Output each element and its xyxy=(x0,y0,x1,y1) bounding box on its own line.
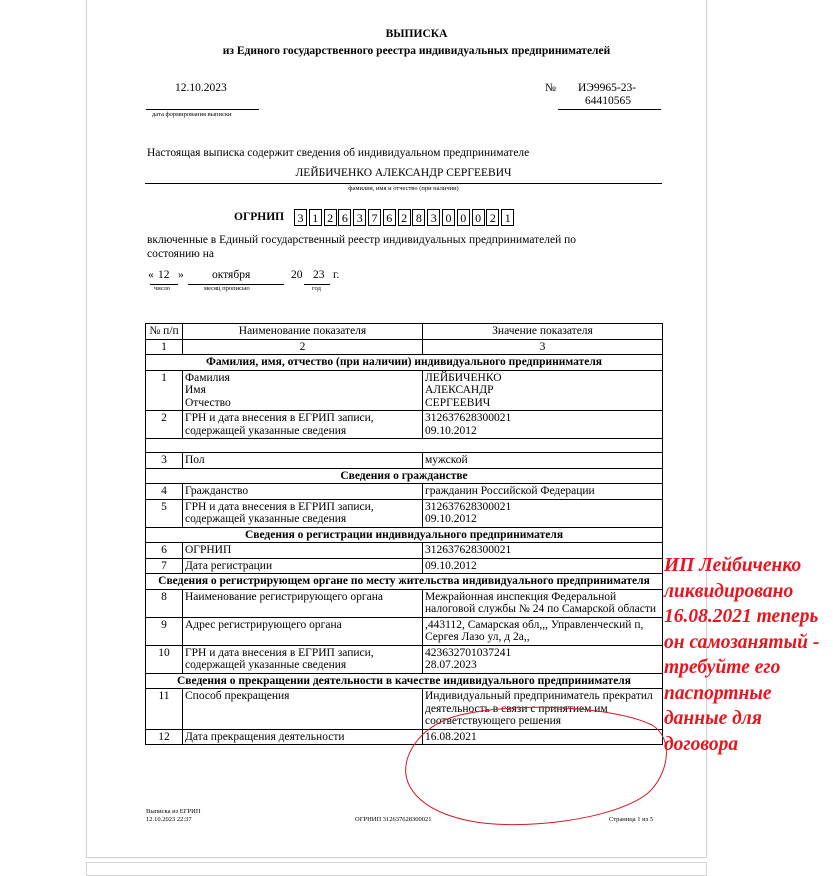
ogrnip-digit-box: 3 xyxy=(427,209,440,226)
table-section-row xyxy=(146,468,663,484)
row-number: 3 xyxy=(146,453,183,469)
row-number: 1 xyxy=(146,370,183,411)
table-header-cell: Значение показателя xyxy=(423,324,663,340)
register-table xyxy=(145,323,663,745)
footer-left-line2: 12.10.2023 22:37 xyxy=(146,816,192,823)
document-page-2-edge xyxy=(86,862,707,876)
day-caption: число xyxy=(154,285,171,292)
red-ellipse-mark xyxy=(400,705,668,827)
row-number: 12 xyxy=(146,729,183,745)
indicator-name: Наименование регистрирующего органа xyxy=(183,589,423,617)
table-row xyxy=(146,543,663,559)
empty-cell xyxy=(146,439,663,453)
table-header-row xyxy=(146,324,663,340)
section-title: Фамилия, имя, отчество (при наличии) индивидуального предпринимателя xyxy=(146,355,663,371)
table-header-cell: № п/п xyxy=(146,324,183,340)
ogrnip-digit-box: 6 xyxy=(383,209,396,226)
section-title: Сведения о регистрации индивидуального предпринимателя xyxy=(146,527,663,543)
ogrnip-digit-box: 8 xyxy=(412,209,425,226)
indicator-value: мужской xyxy=(423,453,663,469)
row-number: 10 xyxy=(146,645,183,673)
table-header-cell: Наименование показателя xyxy=(183,324,423,340)
ogrnip-digit-box: 2 xyxy=(398,209,411,226)
row-number: 2 xyxy=(146,411,183,439)
table-empty-row xyxy=(146,439,663,453)
table-row xyxy=(146,484,663,500)
document-subtitle: из Единого государственного реестра индивидуальных предпринимателей xyxy=(222,45,611,57)
row-number: 6 xyxy=(146,543,183,559)
ogrnip-digit-box: 2 xyxy=(324,209,337,226)
included-text-line1: включенные в Единый государственный реестр индивидуальных предпринимателей по xyxy=(147,234,577,246)
table-row xyxy=(146,499,663,527)
number-sign: № xyxy=(545,82,556,94)
indicator-value: ,443112, Самарская обл,,, Управленческий п, Сергея Лазо ул, д 2а,, xyxy=(423,617,663,645)
indicator-name: ГРН и дата внесения в ЕГРИП записи, содержащей указанные сведения xyxy=(183,499,423,527)
name-caption: фамилия, имя и отчество (при наличии) xyxy=(348,185,459,192)
intro-text: Настоящая выписка содержит сведения об индивидуальном предпринимателе xyxy=(147,147,530,159)
indicator-value: 423632701037241 28.07.2023 xyxy=(423,645,663,673)
ogrnip-digit-box: 3 xyxy=(353,209,366,226)
table-row xyxy=(146,617,663,645)
row-number: 8 xyxy=(146,589,183,617)
footer-left-line1: Выписка из ЕГРИП xyxy=(146,808,201,815)
indicator-value: 09.10.2012 xyxy=(423,558,663,574)
as-of-year: 23 xyxy=(313,269,325,281)
document-title: ВЫПИСКА xyxy=(385,28,448,40)
table-row xyxy=(146,453,663,469)
ogrnip-digit-box: 1 xyxy=(501,209,514,226)
indicator-name: ОГРНИП xyxy=(183,543,423,559)
row-number: 9 xyxy=(146,617,183,645)
indicator-name: Адрес регистрирующего органа xyxy=(183,617,423,645)
indicator-name: ГРН и дата внесения в ЕГРИП записи, содержащей указанные сведения xyxy=(183,411,423,439)
year-prefix: 20 xyxy=(291,269,303,281)
close-quote: » xyxy=(178,269,184,281)
indicator-value: ЛЕЙБИЧЕНКО АЛЕКСАНДР СЕРГЕЕВИЧ xyxy=(423,370,663,411)
year-caption: год xyxy=(312,285,321,292)
ogrnip-label: ОГРНИП xyxy=(234,211,285,223)
as-of-day: 12 xyxy=(158,269,170,281)
extract-date-caption: дата формирования выписки xyxy=(152,111,232,118)
table-section-row xyxy=(146,527,663,543)
ogrnip-digit-box: 0 xyxy=(457,209,470,226)
included-text-line2: состоянию на xyxy=(147,248,214,260)
indicator-value: гражданин Российской Федерации xyxy=(423,484,663,500)
indicator-value: 16.08.2021 xyxy=(423,729,663,745)
table-column-number-row xyxy=(146,339,663,355)
footer-page-number: Страница 1 из 5 xyxy=(609,816,654,823)
month-caption: месяц прописью xyxy=(204,285,250,292)
table-row xyxy=(146,558,663,574)
indicator-value: 312637628300021 xyxy=(423,543,663,559)
section-title: Сведения о регистрирующем органе по месту жительства индивидуального предпринимателя xyxy=(146,574,663,590)
name-underline xyxy=(145,183,662,184)
red-annotation-text: ИП Лейбиченко ликвидировано 16.08.2021 теперь он самозанятый - требуйте его паспортные данные для договора xyxy=(664,555,820,755)
row-number: 7 xyxy=(146,558,183,574)
ogrnip-digit-box: 0 xyxy=(442,209,455,226)
ogrnip-digit-box: 3 xyxy=(294,209,307,226)
table-section-row xyxy=(146,673,663,689)
indicator-value: Индивидуальный предприниматель прекратил деятельность в связи с принятием им соответствующего решения xyxy=(423,689,663,730)
indicator-name: Способ прекращения xyxy=(183,689,423,730)
ogrnip-digit-box: 6 xyxy=(338,209,351,226)
indicator-value: 312637628300021 09.10.2012 xyxy=(423,499,663,527)
table-row xyxy=(146,370,663,411)
open-quote: « xyxy=(148,269,154,281)
table-column-number-cell: 3 xyxy=(423,339,663,355)
indicator-name: Дата регистрации xyxy=(183,558,423,574)
row-number: 11 xyxy=(146,689,183,730)
indicator-name: Гражданство xyxy=(183,484,423,500)
table-row xyxy=(146,645,663,673)
footer-ogrnip: ОГРНИП 312637628300021 xyxy=(355,816,432,823)
indicator-value: 312637628300021 09.10.2012 xyxy=(423,411,663,439)
date-underline xyxy=(146,109,259,110)
indicator-name: Фамилия Имя Отчество xyxy=(183,370,423,411)
ogrnip-digit-box: 2 xyxy=(486,209,499,226)
year-suffix: г. xyxy=(333,269,340,281)
extract-date: 12.10.2023 xyxy=(175,82,227,94)
row-number: 5 xyxy=(146,499,183,527)
row-number: 4 xyxy=(146,484,183,500)
table-section-row xyxy=(146,574,663,590)
table-row xyxy=(146,411,663,439)
number-underline xyxy=(558,109,661,110)
extract-number-line1: ИЭ9965-23- xyxy=(578,82,637,94)
table-column-number-cell: 1 xyxy=(146,339,183,355)
entrepreneur-name: ЛЕЙБИЧЕНКО АЛЕКСАНДР СЕРГЕЕВИЧ xyxy=(295,167,512,179)
section-title: Сведения о прекращении деятельности в качестве индивидуального предпринимателя xyxy=(146,673,663,689)
indicator-name: Дата прекращения деятельности xyxy=(183,729,423,745)
table-row xyxy=(146,589,663,617)
indicator-name: Пол xyxy=(183,453,423,469)
ogrnip-digit-box: 0 xyxy=(472,209,485,226)
section-title: Сведения о гражданстве xyxy=(146,468,663,484)
indicator-name: ГРН и дата внесения в ЕГРИП записи, содержащей указанные сведения xyxy=(183,645,423,673)
as-of-month: октября xyxy=(212,269,251,281)
indicator-value: Межрайонная инспекция Федеральной налоговой службы № 24 по Самарской области xyxy=(423,589,663,617)
table-section-row xyxy=(146,355,663,371)
ogrnip-digit-box: 1 xyxy=(309,209,322,226)
extract-number-line2: 64410565 xyxy=(585,95,631,107)
ogrnip-digit-box: 7 xyxy=(368,209,381,226)
table-column-number-cell: 2 xyxy=(183,339,423,355)
